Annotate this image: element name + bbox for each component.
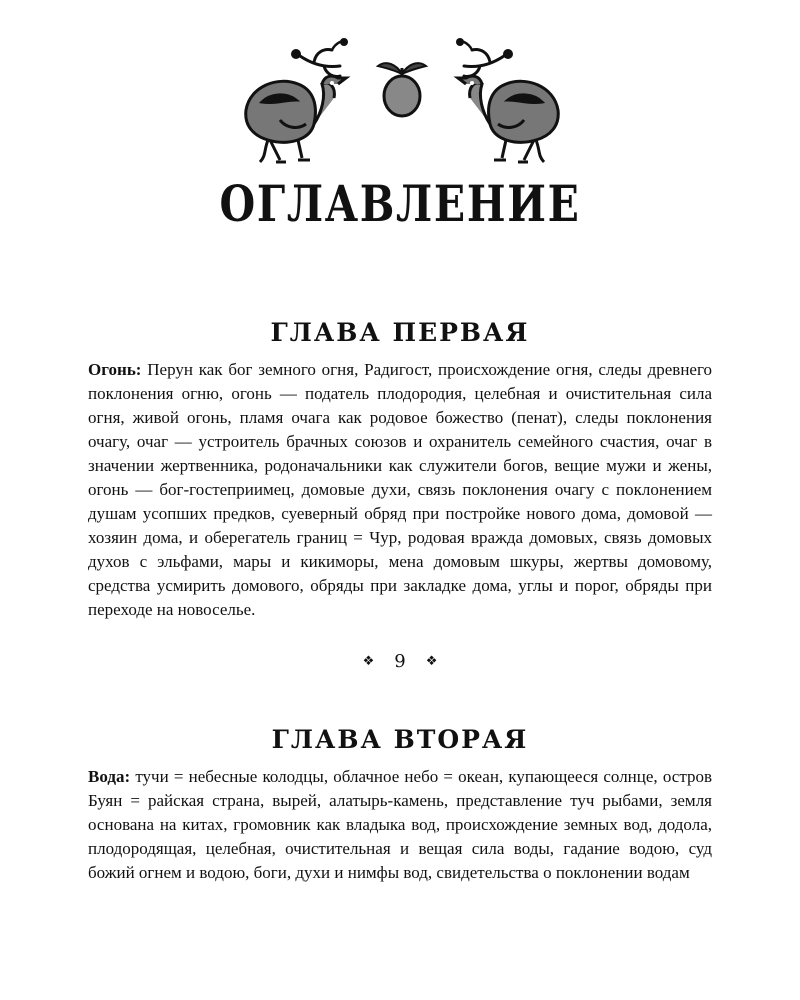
page-number-marker — [0, 650, 800, 674]
diamond-ornament-icon: ❖ — [425, 654, 438, 669]
chapter-lead: Вода: — [88, 767, 131, 786]
chapter-heading: ГЛАВА ПЕРВАЯ — [270, 318, 530, 347]
chapter-text: тучи = небесные колодцы, облачное небо = океан, купающееся солнце, остров Буян = райская страна, вырей, алатырь-камень, представление туч рыбами, земля основана на китах, громовник как владыка вод, происхождение земных вод, додола, плодородящая, целебная, очистительная и вещая сила воды, гадание водою, суд божий огнем и водою, боги, духи и нимфы вод, свидетельства о поклонении водам — [88, 767, 712, 882]
chapter-summary — [88, 765, 712, 885]
diamond-ornament-icon: ❖ — [362, 654, 375, 669]
chapter-text: Перун как бог земного огня, Радигост, происхождение огня, следы древнего поклонения огню, огонь — податель плодородия, целебная и очистительная сила огня, живой огонь, пламя очага как родовое божество (пенат), следы поклонения очагу, очаг — устроитель брачных союзов и охранитель семейного счастия, очаг в значении жертвенника, родоначальники как служители богов, вещие мужи и жены, огонь — бог-гостеприимец, домовые духи, связь поклонения очагу с поклонением душам усопших предков, суеверный обряд при постройке нового дома, домовой — хозяин дома, и оберегатель границ = Чур, родовая вражда домовых, связь домовых духов с эльфами, мары и кикиморы, мена домовым шкуры, жертвы домовому, средства усмирить домового, обряды при закладке дома, углы и порог, обряды при переходе на новоселье. — [88, 360, 713, 619]
page-title: ОГЛАВЛЕНИЕ — [219, 174, 581, 233]
page-number: 9 — [394, 651, 406, 672]
birds-and-apple-ornament-icon — [240, 28, 564, 168]
chapter-heading: ГЛАВА ВТОРАЯ — [271, 725, 529, 754]
chapter-summary — [88, 358, 712, 622]
chapter-lead: Огонь: — [88, 360, 142, 379]
